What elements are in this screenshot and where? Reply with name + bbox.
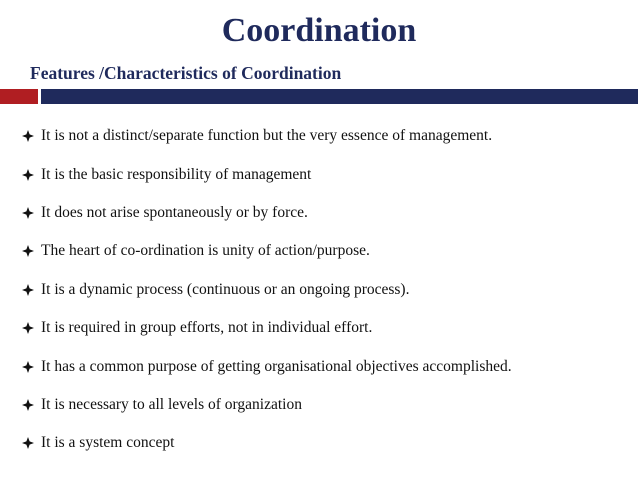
- slide-subtitle: Features /Characteristics of Coordination: [30, 63, 342, 83]
- diamond-bullet-icon: [22, 322, 34, 334]
- bullet-item: [0, 232, 638, 270]
- bullet-list: [0, 117, 638, 463]
- bullet-item: [0, 117, 638, 155]
- diamond-bullet-icon: [22, 207, 34, 219]
- diamond-bullet-icon: [22, 130, 34, 142]
- bullet-item: [0, 155, 638, 193]
- diamond-bullet-icon: [22, 169, 34, 181]
- bullet-text: It is a dynamic process (continuous or an ongoing process).: [41, 280, 410, 298]
- bullet-item: [0, 386, 638, 424]
- bullet-item: [0, 194, 638, 232]
- diamond-bullet-icon: [22, 437, 34, 449]
- bullet-item: [0, 309, 638, 347]
- diamond-bullet-icon: [22, 399, 34, 411]
- bullet-text: The heart of co-ordination is unity of action/purpose.: [41, 242, 370, 260]
- bullet-text: It is a system concept: [41, 434, 175, 452]
- bullet-text: It is required in group efforts, not in individual effort.: [41, 319, 373, 337]
- diamond-bullet-icon: [22, 361, 34, 373]
- bullet-text: It is the basic responsibility of management: [41, 165, 312, 183]
- diamond-bullet-icon: [22, 284, 34, 296]
- accent-bar-red: [0, 89, 38, 104]
- bullet-text: It does not arise spontaneously or by force.: [41, 203, 308, 221]
- bullet-item: [0, 424, 638, 462]
- bullet-text: It is not a distinct/separate function but the very essence of management.: [41, 127, 493, 145]
- diamond-bullet-icon: [22, 245, 34, 257]
- bullet-item: [0, 347, 638, 385]
- bullet-text: It is necessary to all levels of organization: [41, 395, 302, 413]
- bullet-text: It has a common purpose of getting organisational objectives accomplished.: [41, 357, 512, 375]
- slide-title: Coordination: [221, 12, 417, 49]
- accent-bar-navy: [41, 89, 638, 104]
- bullet-item: [0, 271, 638, 309]
